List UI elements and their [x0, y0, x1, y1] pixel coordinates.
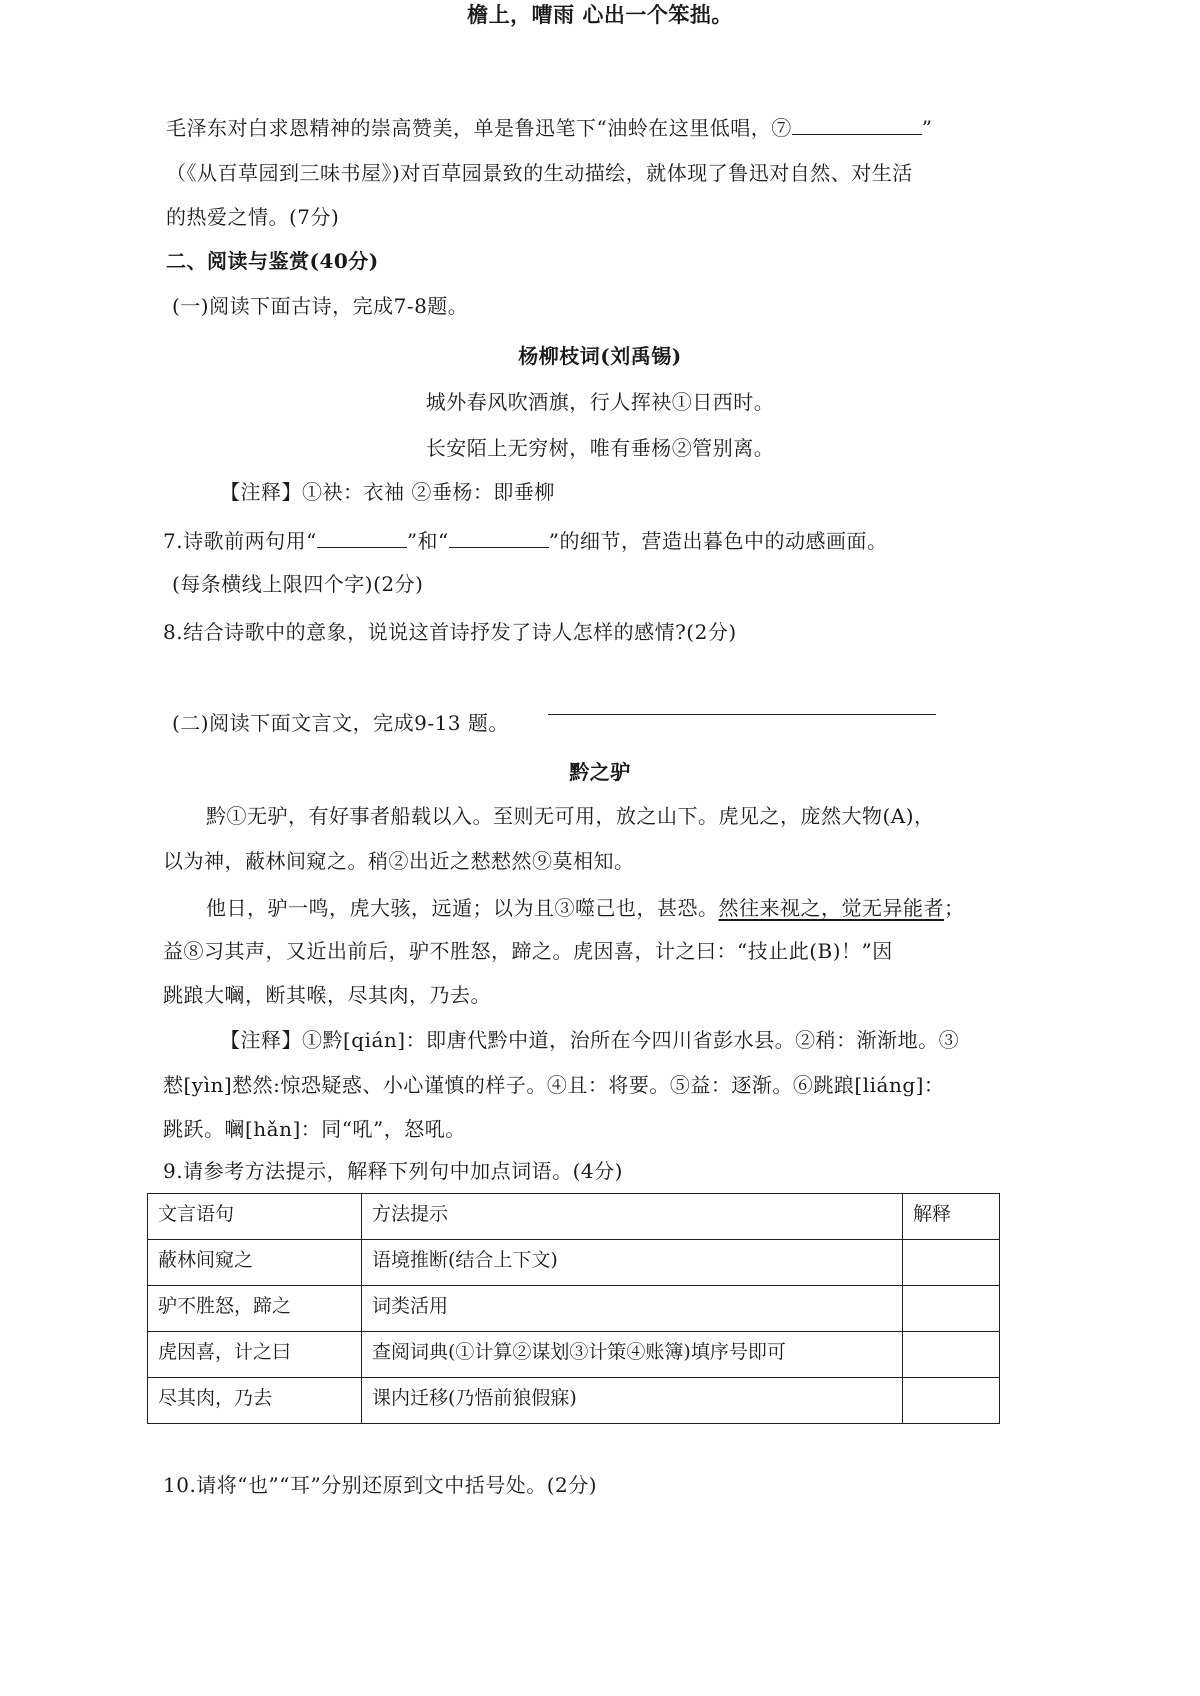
prose-p2-text: 他日，驴一鸣，虎大骇，远遁；以为且③噬己也，甚恐。 [206, 896, 719, 920]
poem-line-1: 城外春风吹酒旗，行人挥袂①日西时。 [425, 390, 775, 414]
table-row [148, 1332, 1000, 1378]
answer-cell[interactable] [903, 1378, 1000, 1424]
prose-note-line-1: 【注释】①黔[qián]：即唐代黔中道，治所在今四川省彭水县。②稍：渐渐地。③ [220, 1028, 960, 1052]
prose-title: 黔之驴 [569, 760, 631, 784]
q6-line-1 [166, 118, 932, 138]
part1-instruction: (一)阅读下面古诗，完成7-8题。 [172, 294, 469, 318]
table-cell: 蔽林间窥之 [148, 1240, 362, 1286]
prose-p2-line-1 [206, 898, 965, 918]
q7-line-2: (每条横线上限四个字)(2分) [172, 572, 424, 596]
answer-blank[interactable] [449, 531, 549, 548]
table-header-row [148, 1194, 1000, 1240]
answer-cell[interactable] [903, 1332, 1000, 1378]
q7-text-c: ”的细节，营造出暮色中的动感画面。 [548, 529, 888, 553]
answer-cell[interactable] [903, 1240, 1000, 1286]
prose-p1-line-2: 以为神，蔽林间窥之。稍②出近之慭慭然⑨莫相知。 [163, 849, 635, 873]
table-cell: 查阅词典(①计算②谋划③计策④账簿)填序号即可 [362, 1332, 903, 1378]
prose-p2-punct: ； [944, 896, 965, 920]
q8-prompt: 8.结合诗歌中的意象，说说这首诗抒发了诗人怎样的感情?(2分) [163, 620, 737, 644]
section-heading: 二、阅读与鉴赏(40分) [166, 249, 379, 273]
prose-p2-line-2: 益⑧习其声，又近出前后，驴不胜怒，蹄之。虎因喜，计之曰：“技止此(B)！”因 [163, 939, 893, 963]
q6-line-1-text: 毛泽东对白求恩精神的崇高赞美，单是鲁迅笔下“油蛉在这里低唱，⑦ [166, 116, 792, 140]
table-row [148, 1240, 1000, 1286]
q9-prompt: 9.请参考方法提示，解释下列句中加点词语。(4分) [163, 1159, 623, 1183]
q7-line-1 [163, 531, 888, 551]
answer-blank[interactable] [792, 118, 922, 135]
table-row [148, 1286, 1000, 1332]
underlined-sentence: 然往来视之，觉无异能者 [718, 896, 944, 920]
prose-note-line-2: 慭[yìn]慭然:惊恐疑惑、小心谨慎的样子。④且：将要。⑤益：逐渐。⑥跳踉[liáng]： [163, 1073, 945, 1097]
q6-line-3: 的热爱之情。(7分) [166, 205, 340, 229]
table-row [148, 1378, 1000, 1424]
prose-p2-line-3: 跳踉大㘎，断其喉，尽其肉，乃去。 [163, 983, 491, 1007]
q9-table [147, 1193, 1000, 1424]
answer-line[interactable] [548, 714, 936, 715]
q7-text-b: ”和“ [406, 529, 449, 553]
part2-instruction: (二)阅读下面文言文，完成9-13 题。 [172, 711, 509, 735]
table-header-cell: 解释 [903, 1194, 1000, 1240]
prose-note-line-3: 跳跃。㘎[hǎn]：同“吼”，怒吼。 [163, 1117, 466, 1141]
q6-line-2: （《从百草园到三味书屋》)对百草园景致的生动描绘，就体现了鲁迅对自然、对生活 [166, 161, 913, 185]
table-cell: 课内迁移(乃悟前狼假寐) [362, 1378, 903, 1424]
table-header-cell: 方法提示 [362, 1194, 903, 1240]
poem-note: 【注释】①袂：衣袖 ②垂杨：即垂柳 [220, 480, 555, 504]
table-header-cell: 文言语句 [148, 1194, 362, 1240]
answer-blank[interactable] [317, 531, 407, 548]
poem-line-2: 长安陌上无穷树，唯有垂杨②管别离。 [425, 436, 775, 460]
table-cell: 虎因喜，计之曰 [148, 1332, 362, 1378]
top-line-fragment: 檐上，嘈雨 心出一个笨拙。 [467, 2, 733, 27]
prose-p1-line-1: 黔①无驴，有好事者船载以入。至则无可用，放之山下。虎见之，庞然大物(A)， [206, 804, 935, 828]
q10-prompt: 10.请将“也”“耳”分别还原到文中括号处。(2分) [163, 1473, 598, 1497]
q7-text-a: 7.诗歌前两句用“ [163, 529, 317, 553]
table-cell: 词类活用 [362, 1286, 903, 1332]
table-cell: 语境推断(结合上下文) [362, 1240, 903, 1286]
answer-cell[interactable] [903, 1286, 1000, 1332]
poem-title: 杨柳枝词(刘禹锡) [518, 344, 682, 368]
q6-line-1-close: ” [921, 116, 933, 140]
table-cell: 驴不胜怒，蹄之 [148, 1286, 362, 1332]
table-cell: 尽其肉，乃去 [148, 1378, 362, 1424]
